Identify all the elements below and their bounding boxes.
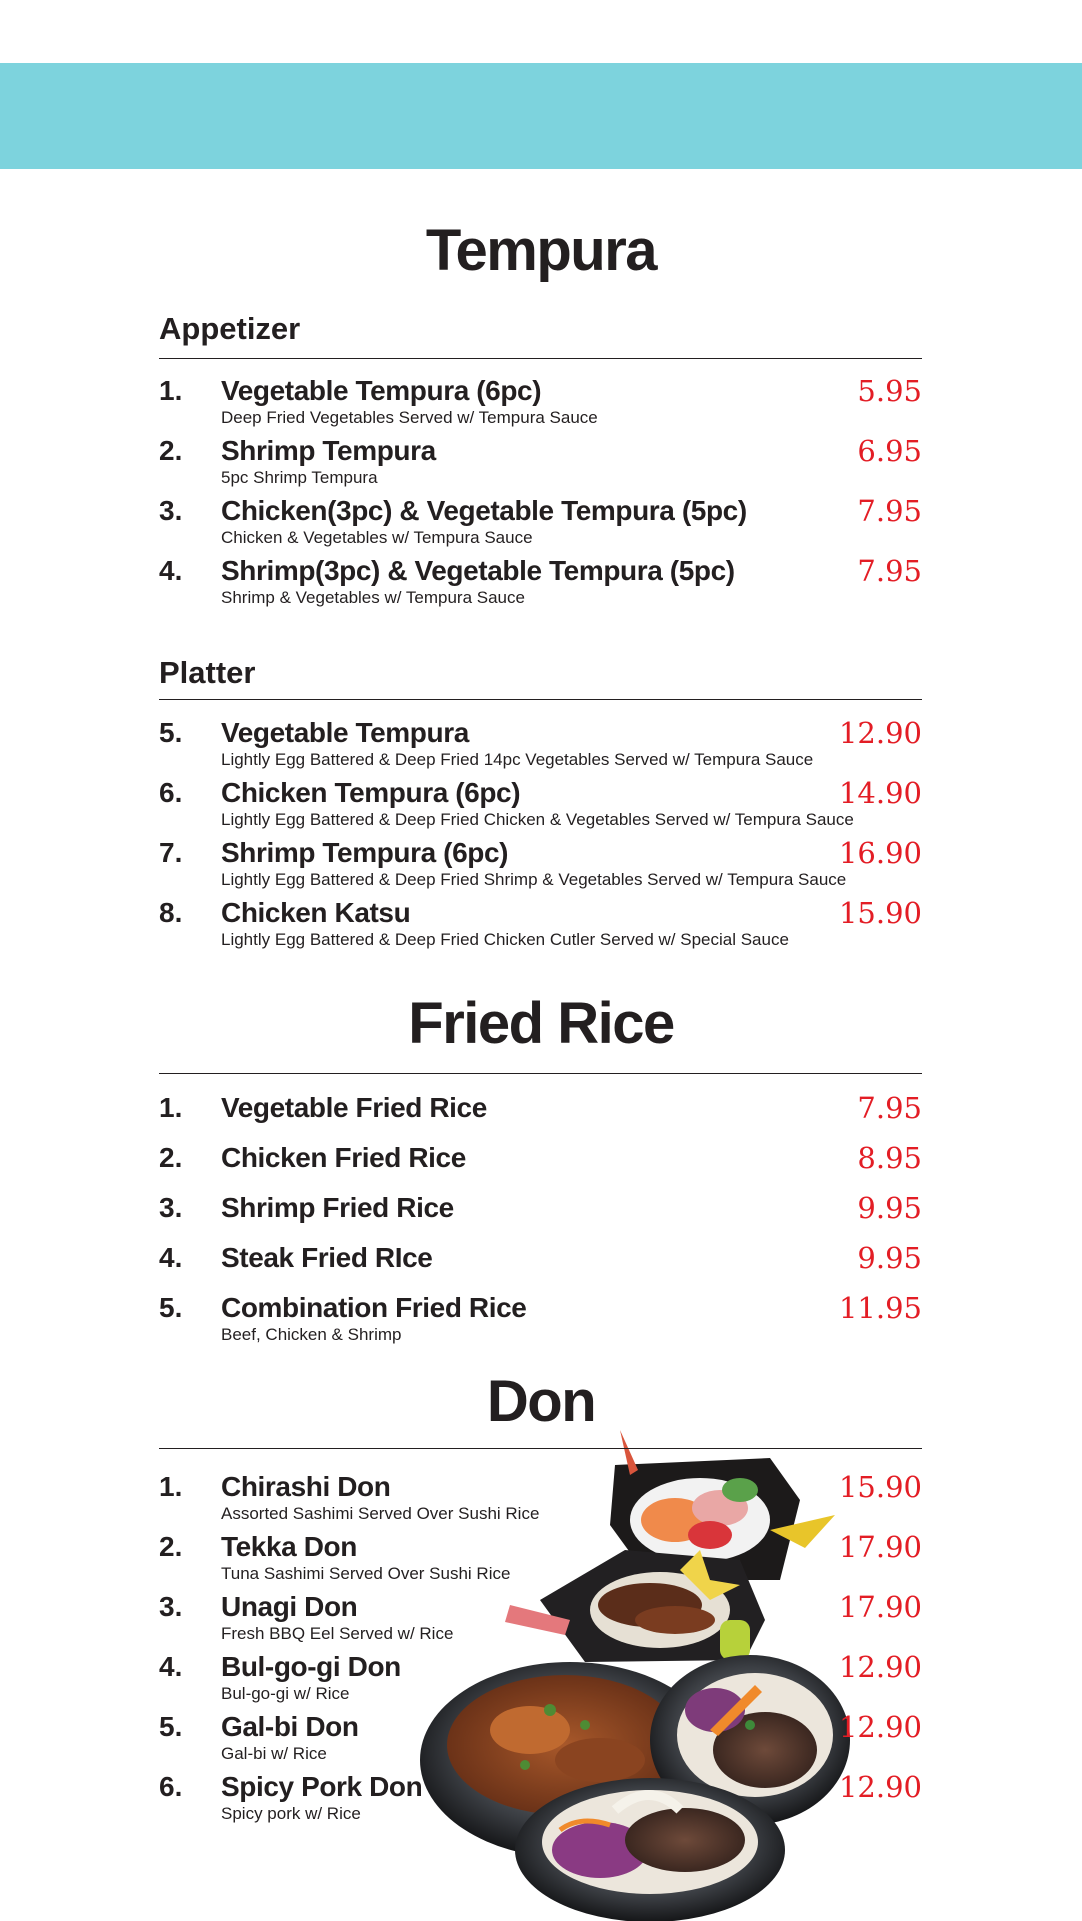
item-price: 15.90 [838,1470,922,1504]
menu-item [159,554,922,612]
item-price: 17.90 [838,1590,922,1624]
menu-item [159,1650,922,1708]
item-description: Lightly Egg Battered & Deep Fried Shrimp & Vegetables Served w/ Tempura Sauce [221,870,847,889]
item-description: Lightly Egg Battered & Deep Fried Chicken & Vegetables Served w/ Tempura Sauce [221,810,854,829]
item-number: 4. [159,1242,183,1273]
menu-item [159,1530,922,1588]
item-description: Lightly Egg Battered & Deep Fried 14pc Vegetables Served w/ Tempura Sauce [221,750,814,769]
item-price: 14.90 [838,776,922,810]
menu-item [159,374,922,432]
item-name: Spicy Pork Don [221,1771,423,1802]
item-number: 3. [159,1591,183,1622]
item-description: Assorted Sashimi Served Over Sushi Rice [221,1504,540,1523]
item-name: Chirashi Don [221,1471,391,1502]
item-name: Shrimp Fried Rice [221,1192,454,1223]
item-number: 3. [159,495,183,526]
item-number: 4. [159,1651,183,1682]
item-price: 7.95 [857,494,922,528]
item-number: 2. [159,1142,183,1173]
item-price: 16.90 [838,836,922,870]
item-number: 1. [159,375,183,406]
item-price: 5.95 [857,374,922,408]
divider-line [159,358,922,359]
divider-line [159,1448,922,1449]
item-name: Shrimp Tempura [221,435,436,466]
menu-item [159,1770,922,1828]
section-title-fried-rice: Fried Rice [408,991,674,1056]
item-description: Deep Fried Vegetables Served w/ Tempura Sauce [221,408,598,427]
item-name: Gal-bi Don [221,1711,359,1742]
menu-item [159,434,922,492]
item-description: Lightly Egg Battered & Deep Fried Chicken Cutler Served w/ Special Sauce [221,930,789,949]
item-number: 5. [159,717,183,748]
item-number: 2. [159,435,183,466]
menu-item [159,1470,922,1528]
item-price: 17.90 [838,1530,922,1564]
menu-item [159,1291,922,1349]
item-description: Gal-bi w/ Rice [221,1744,327,1763]
divider-line [159,699,922,700]
item-description: Fresh BBQ Eel Served w/ Rice [221,1624,454,1643]
item-name: Unagi Don [221,1591,358,1622]
item-price: 7.95 [857,1091,922,1125]
subsection-heading-platter: Platter [159,655,256,690]
item-name: Vegetable Tempura [221,717,469,748]
item-name: Shrimp Tempura (6pc) [221,837,509,868]
divider-line [159,1073,922,1074]
menu-item [159,896,922,954]
item-price: 9.95 [857,1191,922,1225]
section-title-don: Don [486,1369,596,1434]
item-name: Shrimp(3pc) & Vegetable Tempura (5pc) [221,555,735,586]
item-name: Chicken Fried Rice [221,1142,466,1173]
item-price: 7.95 [857,554,922,588]
item-description: Beef, Chicken & Shrimp [221,1325,402,1344]
item-name: Bul-go-gi Don [221,1651,401,1682]
item-price: 12.90 [838,1710,922,1744]
menu-item [159,716,922,774]
menu-item [159,776,922,834]
item-number: 7. [159,837,183,868]
item-number: 1. [159,1471,183,1502]
item-description: Bul-go-gi w/ Rice [221,1684,350,1703]
menu-item [159,1590,922,1648]
item-price: 15.90 [838,896,922,930]
item-description: Shrimp & Vegetables w/ Tempura Sauce [221,588,525,607]
item-price: 12.90 [838,1770,922,1804]
item-name: Chicken(3pc) & Vegetable Tempura (5pc) [221,495,747,526]
item-price: 11.95 [838,1291,922,1325]
item-name: Vegetable Fried Rice [221,1092,487,1123]
item-price: 12.90 [838,716,922,750]
item-description: Chicken & Vegetables w/ Tempura Sauce [221,528,533,547]
menu-item [159,494,922,552]
item-number: 8. [159,897,183,928]
item-price: 9.95 [857,1241,922,1275]
menu-item [159,836,922,894]
item-name: Tekka Don [221,1531,357,1562]
item-number: 6. [159,777,183,808]
section-title-tempura: Tempura [425,218,657,283]
item-name: Chicken Katsu [221,897,411,928]
item-number: 5. [159,1711,183,1742]
item-number: 1. [159,1092,183,1123]
item-number: 4. [159,555,183,586]
item-number: 2. [159,1531,183,1562]
item-name: Chicken Tempura (6pc) [221,777,521,808]
item-price: 8.95 [857,1141,922,1175]
item-description: 5pc Shrimp Tempura [221,468,378,487]
item-price: 6.95 [857,434,922,468]
subsection-heading-appetizer: Appetizer [159,311,301,346]
item-name: Combination Fried Rice [221,1292,527,1323]
top-banner [0,63,1082,169]
item-number: 3. [159,1192,183,1223]
item-name: Vegetable Tempura (6pc) [221,375,542,406]
item-price: 12.90 [838,1650,922,1684]
item-number: 6. [159,1771,183,1802]
item-description: Tuna Sashimi Served Over Sushi Rice [221,1564,511,1583]
item-number: 5. [159,1292,183,1323]
menu-item [159,1710,922,1768]
item-description: Spicy pork w/ Rice [221,1804,361,1823]
item-name: Steak Fried RIce [221,1242,433,1273]
